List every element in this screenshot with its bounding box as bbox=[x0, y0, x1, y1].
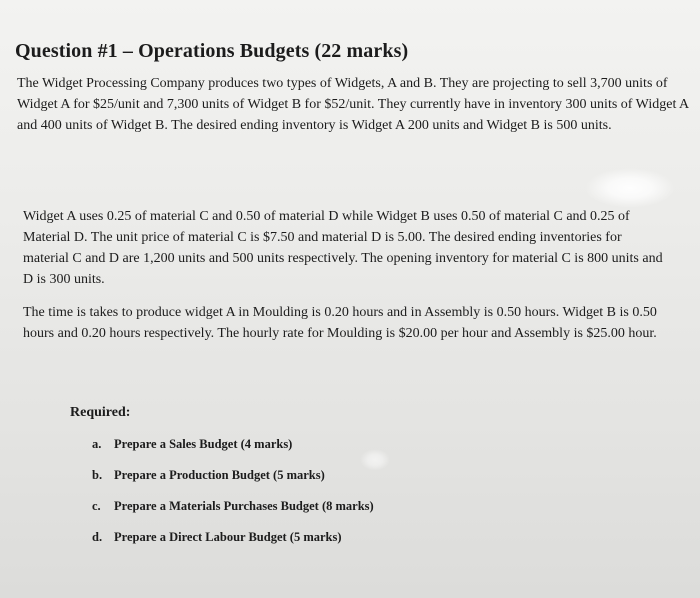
scenario-paragraph-sales: The Widget Processing Company produces two types of Widgets, A and B. They are projecting to sell 3,700 units of Widget A for $25/unit and 7,300 units of Widget B for $52/unit. They currently have in inventory 300 units of Widget A and 400 units of Widget B. The desired ending inventory is Widget A 200 units and Widget B is 500 units. bbox=[17, 76, 689, 133]
required-item-c bbox=[92, 499, 374, 530]
scenario-paragraph-labour: The time is takes to produce widget A in Moulding is 0.20 hours and in Assembly is 0.50 hours. Widget B is 0.50 hours and 0.20 hours respectively. The hourly rate for Moulding is $20.00 per hour and Assembly is $25.00 hour. bbox=[23, 305, 657, 341]
item-letter: b. bbox=[92, 468, 103, 482]
item-letter: d. bbox=[92, 530, 103, 544]
required-list bbox=[92, 437, 374, 561]
light-glare bbox=[585, 168, 675, 208]
required-item-b bbox=[92, 468, 374, 499]
item-letter: a. bbox=[92, 437, 102, 451]
item-text: Prepare a Production Budget (5 marks) bbox=[114, 468, 325, 482]
item-text: Prepare a Sales Budget (4 marks) bbox=[114, 437, 293, 451]
scenario-paragraph-materials: Widget A uses 0.25 of material C and 0.50 of material D while Widget B uses 0.50 of material C and 0.25 of Material D. The unit price of material C is $7.50 and material D is 5.00. The desired ending inventories for material C and D are 1,200 units and 500 units respectively. The opening inventory for material C is 800 units and D is 300 units. bbox=[23, 209, 663, 287]
required-item-a bbox=[92, 437, 374, 468]
question-title: Question #1 – Operations Budgets (22 marks) bbox=[15, 40, 409, 62]
required-item-d bbox=[92, 530, 374, 561]
item-text: Prepare a Materials Purchases Budget (8 marks) bbox=[114, 499, 374, 513]
item-text: Prepare a Direct Labour Budget (5 marks) bbox=[114, 530, 342, 544]
item-letter: c. bbox=[92, 499, 101, 513]
required-heading: Required: bbox=[70, 405, 131, 420]
